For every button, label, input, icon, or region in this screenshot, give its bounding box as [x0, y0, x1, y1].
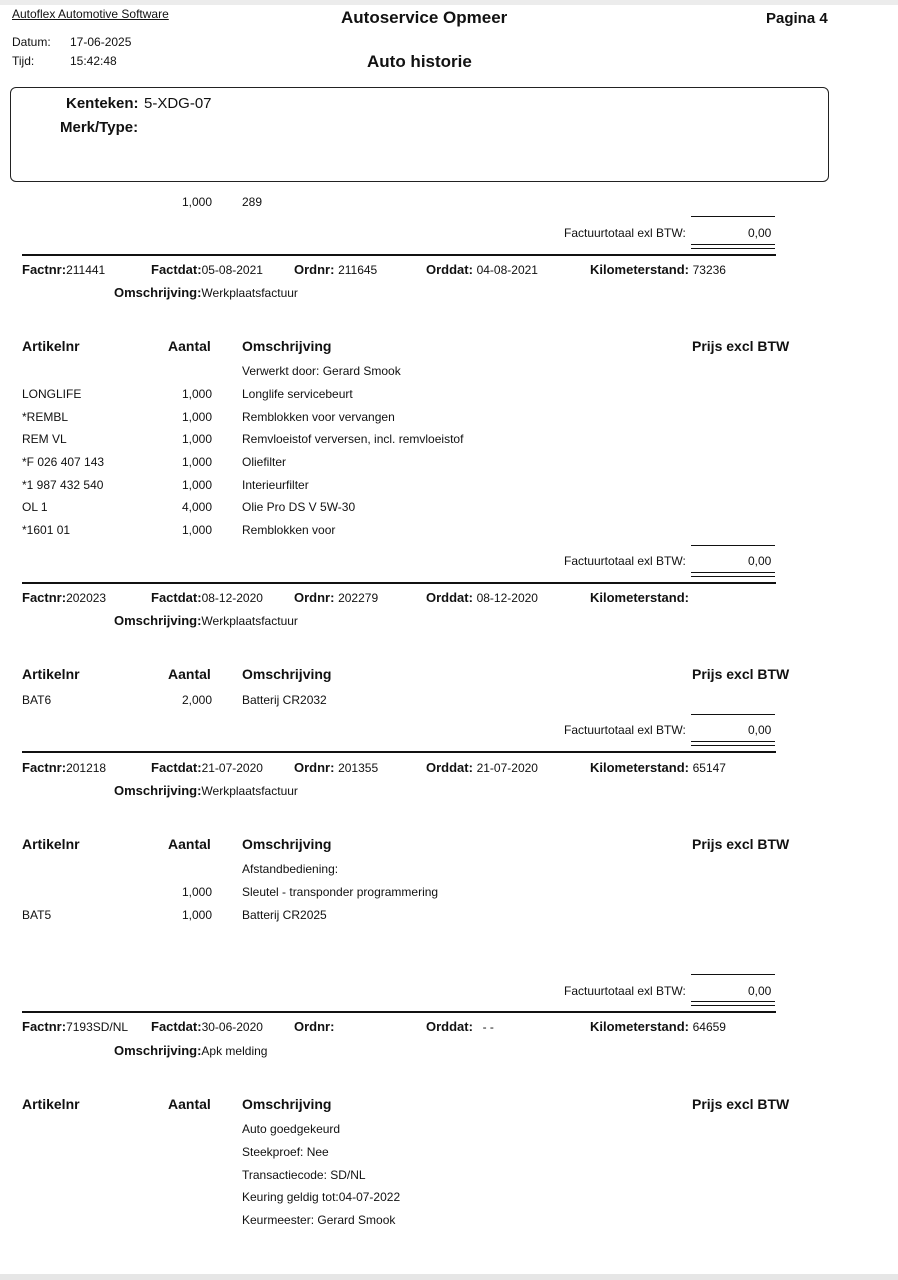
orddat-value: - -	[482, 1020, 494, 1034]
line-artikelnr: OL 1	[22, 500, 48, 514]
line-desc: Batterij CR2025	[242, 908, 327, 922]
carryover-desc: 289	[242, 195, 263, 209]
line-artikelnr: REM VL	[22, 432, 67, 446]
omschrijving-value: Apk melding	[201, 1044, 268, 1058]
time-value: 15:42:48	[70, 54, 117, 68]
ordnr-value: 211645	[338, 263, 378, 277]
line-artikelnr: *1 987 432 540	[22, 478, 104, 492]
ordnr	[294, 262, 377, 277]
line-desc: Keuring geldig tot:04-07-2022	[242, 1190, 401, 1204]
kilometerstand	[590, 1019, 726, 1034]
line-artikelnr: *F 026 407 143	[22, 455, 105, 469]
factdat-label: Factdat:	[151, 262, 202, 277]
factdat-label: Factdat:	[151, 590, 202, 605]
omschrijving	[114, 1043, 267, 1058]
invoice-separator	[22, 582, 776, 584]
plate-label: Kenteken:	[66, 95, 139, 112]
line-qty: 1,000	[182, 387, 213, 401]
col-artikelnr: Artikelnr	[22, 1096, 80, 1112]
line-desc: Batterij CR2032	[242, 693, 327, 707]
km-label: Kilometerstand:	[590, 760, 689, 775]
col-omschrijving: Omschrijving	[242, 836, 332, 852]
orddat	[426, 590, 538, 605]
ordnr-label: Ordnr:	[294, 1019, 335, 1034]
factdat	[151, 1019, 263, 1034]
invoice-total-value: 0,00	[748, 226, 772, 240]
km-label: Kilometerstand:	[590, 590, 689, 605]
invoice-header	[22, 262, 105, 277]
col-omschrijving: Omschrijving	[242, 338, 332, 354]
km-value: 65147	[692, 761, 726, 775]
factnr-value: 7193SD/NL	[66, 1020, 129, 1034]
orddat-value: 08-12-2020	[476, 591, 538, 605]
total-rule	[691, 714, 775, 715]
factnr-label: Factnr:	[22, 760, 67, 775]
invoice-separator	[22, 1011, 776, 1013]
line-qty: 1,000	[182, 455, 213, 469]
omschrijving-label: Omschrijving:	[114, 613, 202, 628]
kilometerstand	[590, 760, 726, 775]
factdat	[151, 590, 263, 605]
invoice-total-label: Factuurtotaal exl BTW:	[564, 226, 686, 240]
report-title: Auto historie	[367, 52, 472, 71]
page-bottom-edge	[0, 1274, 898, 1280]
line-artikelnr: *REMBL	[22, 410, 69, 424]
omschrijving-value: Werkplaatsfactuur	[201, 286, 298, 300]
factdat-label: Factdat:	[151, 1019, 202, 1034]
line-qty: 4,000	[182, 500, 213, 514]
kilometerstand	[590, 262, 726, 277]
factnr-value: 201218	[66, 761, 107, 775]
ordnr	[294, 1019, 334, 1034]
line-desc: Oliefilter	[242, 455, 287, 469]
plate-value: 5-XDG-07	[144, 95, 212, 112]
orddat	[426, 1019, 494, 1034]
factdat	[151, 262, 263, 277]
factnr-value: 202023	[66, 591, 107, 605]
orddat-value: 21-07-2020	[476, 761, 538, 775]
line-artikelnr: LONGLIFE	[22, 387, 82, 401]
ordnr	[294, 760, 378, 775]
line-desc: Longlife servicebeurt	[242, 387, 353, 401]
line-desc: Transactiecode: SD/NL	[242, 1168, 366, 1182]
date-label: Datum:	[12, 35, 51, 49]
orddat	[426, 262, 538, 277]
col-artikelnr: Artikelnr	[22, 666, 80, 682]
line-qty: 1,000	[182, 908, 213, 922]
ordnr-label: Ordnr:	[294, 262, 335, 277]
omschrijving	[114, 783, 298, 798]
col-aantal: Aantal	[168, 836, 211, 852]
invoice-separator	[22, 751, 776, 753]
ordnr-label: Ordnr:	[294, 590, 335, 605]
orddat	[426, 760, 538, 775]
factdat-value: 21-07-2020	[201, 761, 263, 775]
line-qty: 1,000	[182, 478, 213, 492]
line-qty: 1,000	[182, 432, 213, 446]
factdat-value: 05-08-2021	[201, 263, 263, 277]
col-prijs: Prijs excl BTW	[692, 1096, 790, 1112]
factdat	[151, 760, 263, 775]
km-label: Kilometerstand:	[590, 262, 689, 277]
ordnr-label: Ordnr:	[294, 760, 335, 775]
line-desc: Remblokken voor vervangen	[242, 410, 395, 424]
km-value: 64659	[692, 1020, 726, 1034]
factnr-label: Factnr:	[22, 590, 67, 605]
line-desc: Olie Pro DS V 5W-30	[242, 500, 356, 514]
invoice-total-label: Factuurtotaal exl BTW:	[564, 554, 686, 568]
orddat-label: Orddat:	[426, 760, 473, 775]
invoice-total-value: 0,00	[748, 984, 772, 998]
col-artikelnr: Artikelnr	[22, 338, 80, 354]
omschrijving-label: Omschrijving:	[114, 783, 202, 798]
date-value: 17-06-2025	[70, 35, 132, 49]
col-prijs: Prijs excl BTW	[692, 836, 790, 852]
line-desc: Keurmeester: Gerard Smook	[242, 1213, 396, 1227]
page-number: Pagina 4	[766, 10, 828, 27]
omschrijving-label: Omschrijving:	[114, 1043, 202, 1058]
line-qty: 1,000	[182, 523, 213, 537]
omschrijving-label: Omschrijving:	[114, 285, 202, 300]
total-double-rule	[691, 1001, 775, 1006]
omschrijving	[114, 613, 298, 628]
line-desc: Remblokken voor	[242, 523, 336, 537]
line-desc: Remvloeistof verversen, incl. remvloeistof	[242, 432, 464, 446]
total-rule	[691, 216, 775, 217]
make-type-label: Merk/Type:	[60, 119, 139, 136]
invoice-total-label: Factuurtotaal exl BTW:	[564, 723, 686, 737]
line-qty: 1,000	[182, 410, 213, 424]
page-top-edge	[0, 0, 898, 5]
omschrijving-value: Werkplaatsfactuur	[201, 614, 298, 628]
omschrijving-value: Werkplaatsfactuur	[201, 784, 298, 798]
invoice-header	[22, 1019, 128, 1034]
line-qty: 1,000	[182, 885, 213, 899]
ordnr-value: 202279	[338, 591, 379, 605]
col-aantal: Aantal	[168, 1096, 211, 1112]
orddat-label: Orddat:	[426, 262, 473, 277]
carryover-qty: 1,000	[182, 195, 213, 209]
km-value: 73236	[692, 263, 726, 277]
time-label: Tijd:	[12, 54, 35, 68]
line-qty: 2,000	[182, 693, 213, 707]
total-rule	[691, 974, 775, 975]
line-desc: Auto goedgekeurd	[242, 1122, 341, 1136]
invoice-total-value: 0,00	[748, 554, 772, 568]
invoice-header	[22, 590, 106, 605]
invoice-header	[22, 760, 106, 775]
total-double-rule	[691, 741, 775, 746]
orddat-value: 04-08-2021	[476, 263, 538, 277]
line-desc: Verwerkt door: Gerard Smook	[242, 364, 401, 378]
col-omschrijving: Omschrijving	[242, 666, 332, 682]
invoice-total-label: Factuurtotaal exl BTW:	[564, 984, 686, 998]
total-double-rule	[691, 244, 775, 249]
col-prijs: Prijs excl BTW	[692, 338, 790, 354]
factdat-label: Factdat:	[151, 760, 202, 775]
line-desc: Interieurfilter	[242, 478, 309, 492]
line-artikelnr: *1601 01	[22, 523, 71, 537]
col-omschrijving: Omschrijving	[242, 1096, 332, 1112]
orddat-label: Orddat:	[426, 590, 473, 605]
factnr-label: Factnr:	[22, 262, 67, 277]
invoice-total-value: 0,00	[748, 723, 772, 737]
line-desc: Afstandbediening:	[242, 862, 339, 876]
ordnr	[294, 590, 378, 605]
omschrijving	[114, 285, 298, 300]
company-name: Autoservice Opmeer	[341, 8, 508, 27]
kilometerstand	[590, 590, 689, 605]
ordnr-value: 201355	[338, 761, 379, 775]
line-desc: Sleutel - transponder programmering	[242, 885, 439, 899]
col-prijs: Prijs excl BTW	[692, 666, 790, 682]
km-label: Kilometerstand:	[590, 1019, 689, 1034]
line-desc: Steekproef: Nee	[242, 1145, 329, 1159]
total-rule	[691, 545, 775, 546]
total-double-rule	[691, 572, 775, 577]
factdat-value: 30-06-2020	[201, 1020, 263, 1034]
orddat-label: Orddat:	[426, 1019, 473, 1034]
line-artikelnr: BAT6	[22, 693, 52, 707]
software-name: Autoflex Automotive Software	[12, 7, 169, 21]
col-aantal: Aantal	[168, 338, 211, 354]
factnr-value: 211441	[66, 263, 106, 277]
col-aantal: Aantal	[168, 666, 211, 682]
invoice-separator	[22, 254, 776, 256]
line-artikelnr: BAT5	[22, 908, 52, 922]
factdat-value: 08-12-2020	[201, 591, 263, 605]
col-artikelnr: Artikelnr	[22, 836, 80, 852]
factnr-label: Factnr:	[22, 1019, 67, 1034]
